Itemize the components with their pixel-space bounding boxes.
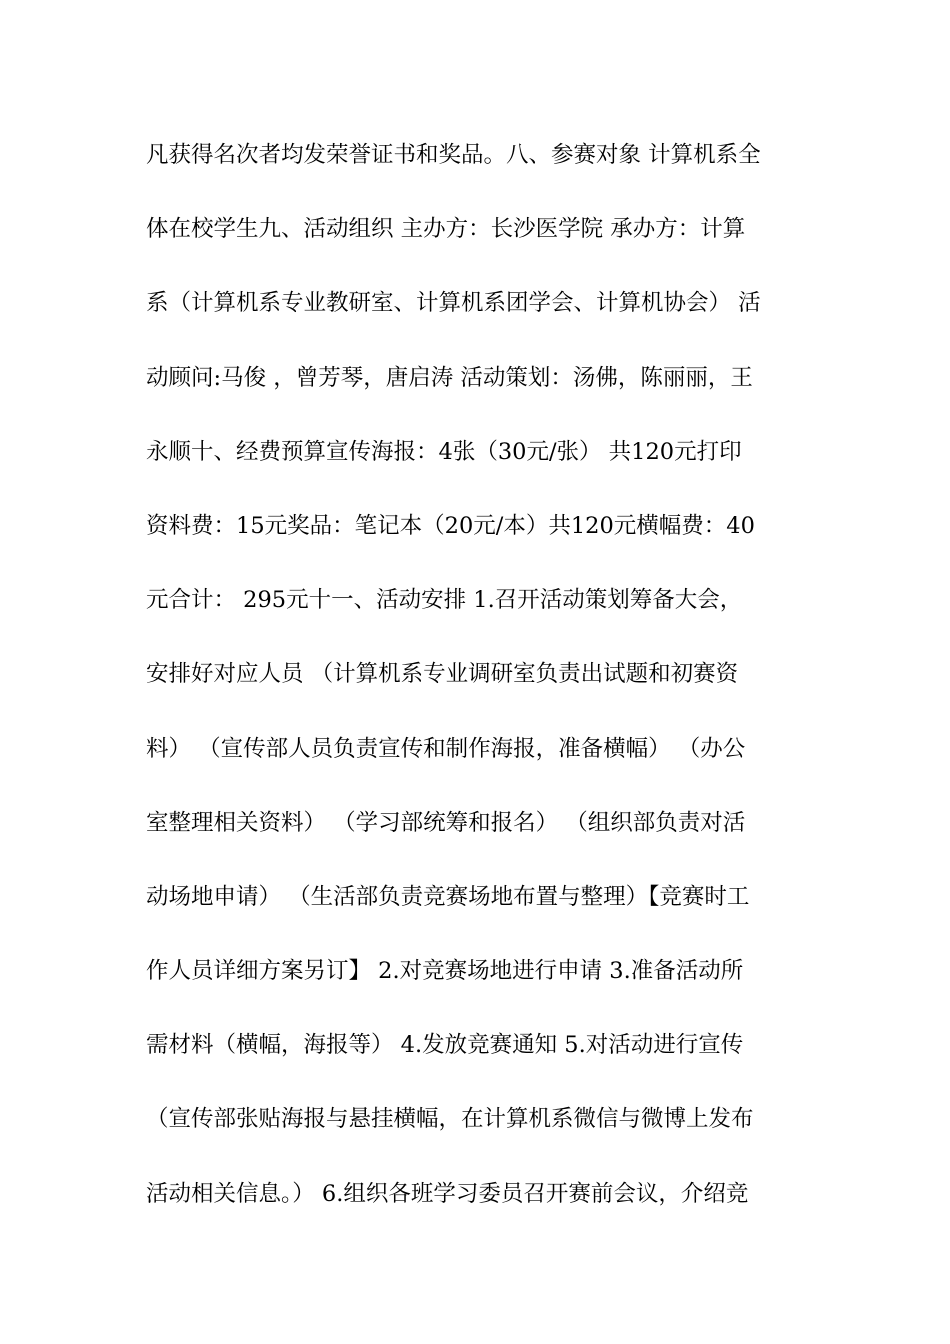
text-line-14: （宣传部张贴海报与悬挂横幅，在计算机系微信与微博上发布 xyxy=(146,1106,754,1133)
text-line-3: 系（计算机系专业教研室、计算机系团学会、计算机协会） 活 xyxy=(146,290,761,317)
text-line-6: 资料费：15元奖品：笔记本（20元/本）共120元横幅费：40 xyxy=(146,512,755,539)
text-line-5: 永顺十、经费预算宣传海报：4张（30元/张） 共120元打印 xyxy=(146,438,742,465)
text-line-10: 室整理相关资料） （学习部统筹和报名） （组织部负责对活 xyxy=(146,809,746,836)
text-line-13: 需材料（横幅，海报等） 4.发放竞赛通知 5.对活动进行宣传 xyxy=(146,1032,744,1059)
text-line-7: 元合计： 295元十一、活动安排 1.召开活动策划筹备大会， xyxy=(146,587,743,614)
body-text xyxy=(146,131,816,1244)
text-line-12: 作人员详细方案另订】 2.对竞赛场地进行申请 3.准备活动所 xyxy=(146,958,744,985)
text-line-9: 料） （宣传部人员负责宣传和制作海报，准备横幅） （办公 xyxy=(146,735,746,762)
text-line-1: 凡获得名次者均发荣誉证书和奖品。八、参赛对象 计算机系全 xyxy=(146,142,761,168)
text-line-15: 活动相关信息。） 6.组织各班学习委员召开赛前会议，介绍竞 xyxy=(146,1180,749,1207)
text-line-4: 动顾问:马俊 ，曾芳琴，唐启涛 活动策划：汤佛，陈丽丽，王 xyxy=(146,364,753,391)
text-line-11: 动场地申请） （生活部负责竞赛场地布置与整理）【竞赛时工 xyxy=(146,883,750,910)
text-line-8: 安排好对应人员 （计算机系专业调研室负责出试题和初赛资 xyxy=(146,661,739,688)
text-line-2: 体在校学生九、活动组织 主办方：长沙医学院 承办方：计算 xyxy=(146,216,746,243)
